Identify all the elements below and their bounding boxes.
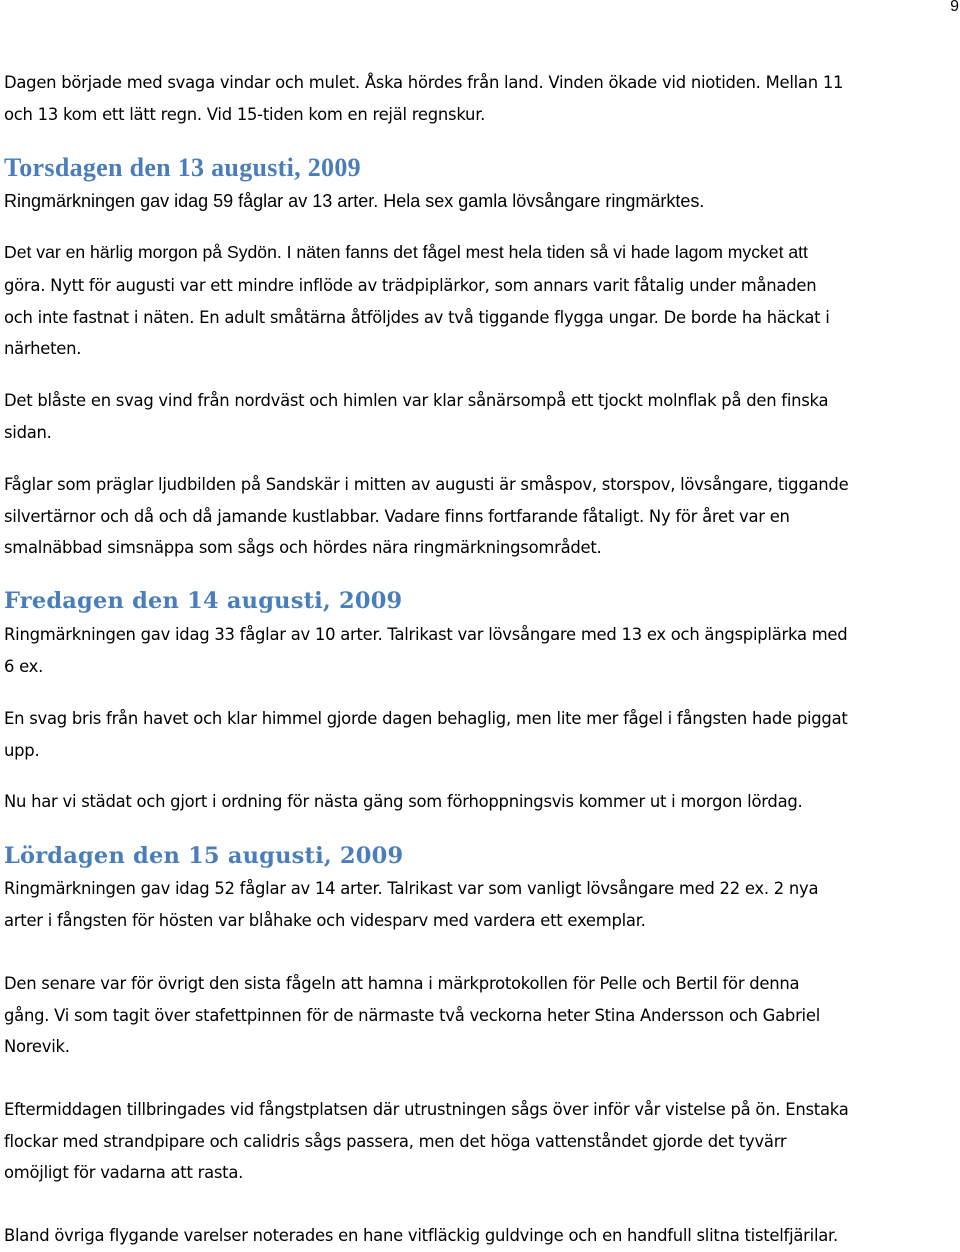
paragraph-weather-intro — [4, 67, 843, 130]
text-line: Nu har vi städat och gjort i ordning för nästa gäng som förhoppningsvis kommer ut i morgon lördag. — [4, 792, 803, 811]
paragraph-morning-sydon — [4, 237, 808, 269]
text-line: gång. Vi som tagit över stafettpinnen för de närmaste två veckorna heter Stina Andersson och Gabriel — [4, 1005, 820, 1025]
text-line: Norevik. — [4, 1037, 70, 1057]
text-line: silvertärnor och då och då jamande kustlabbar. Vadare finns fortfarande fåtaligt. Ny för året var en — [4, 506, 790, 526]
text-line: Det blåste en svag vind från nordväst och himlen var klar sånärsompå ett tjockt molnflak på den finska — [4, 391, 829, 410]
paragraph-afternoon — [4, 1094, 849, 1189]
text-line: En svag bris från havet och klar himmel gjorde dagen behaglig, men lite mer fågel i fångsten hade piggat — [4, 709, 848, 728]
paragraph-breeze-friday — [4, 703, 848, 766]
text-line: göra. Nytt för augusti var ett mindre inflöde av trädpiplärkor, som annars varit fåtalig under månaden — [4, 276, 817, 295]
text-line: och 13 kom ett lätt regn. Vid 15-tiden kom en rejäl regnskur. — [4, 104, 486, 124]
paragraph-cleanup-friday — [4, 786, 803, 818]
paragraph-handover — [4, 968, 820, 1063]
text-line: Ringmärkningen gav idag 33 fåglar av 10 arter. Talrikast var lövsångare med 13 ex och ängspiplärka med — [4, 625, 848, 644]
text-line: arter i fångsten för hösten var blåhake och videsparv med vardera ett exemplar. — [4, 910, 646, 930]
text-line: omöjligt för vadarna att rasta. — [4, 1163, 244, 1183]
text-line: Bland övriga flygande varelser noterades en hane vitfläckig guldvinge och en handfull slitna tistelfjärilar. — [4, 1226, 838, 1245]
heading-torsdagen: Torsdagen den 13 augusti, 2009 — [4, 153, 361, 182]
text-line: Den senare var för övrigt den sista fågeln att hamna i märkprotokollen för Pelle och Bertil för denna — [4, 974, 800, 993]
text-line: Eftermiddagen tillbringades vid fångstplatsen där utrustningen sågs över inför vår vistelse på ön. Enstaka — [4, 1100, 849, 1119]
heading-fredagen: Fredagen den 14 augusti, 2009 — [4, 588, 403, 614]
text-line: Ringmärkningen gav idag 52 fåglar av 14 arter. Talrikast var som vanligt lövsångare med 22 ex. 2 nya — [4, 879, 819, 898]
paragraph-soundscape — [4, 469, 848, 564]
text-line: närheten. — [4, 339, 82, 359]
text-line: Fåglar som präglar ljudbilden på Sandskär i mitten av augusti är småspov, storspov, lövsångare, tiggande — [4, 475, 849, 494]
paragraph-butterflies — [4, 1220, 838, 1252]
paragraph-wind-thursday — [4, 385, 828, 448]
paragraph-ringing-saturday — [4, 873, 818, 936]
paragraph-ringing-thursday — [4, 186, 704, 218]
paragraph-august-influx — [4, 270, 830, 365]
text-line: flockar med strandpipare och calidris sågs passera, men det höga vattenståndet gjorde det tyvärr — [4, 1131, 787, 1151]
text-line: Ringmärkningen gav idag 59 fåglar av 13 arter. Hela sex gamla lövsångare ringmärktes. — [4, 191, 705, 211]
text-line: upp. — [4, 740, 40, 760]
heading-lordagen: Lördagen den 15 augusti, 2009 — [4, 843, 404, 869]
paragraph-ringing-friday — [4, 619, 847, 682]
text-line: sidan. — [4, 422, 52, 442]
text-line: smalnäbbad simsnäppa som sågs och hördes nära ringmärkningsområdet. — [4, 538, 602, 558]
text-line: Det var en härlig morgon på Sydön. I näten fanns det fågel mest hela tiden så vi hade lagom mycket att — [4, 242, 808, 262]
text-line: 6 ex. — [4, 656, 44, 676]
page-number: 9 — [950, 0, 959, 15]
text-line: Dagen började med svaga vindar och mulet. Åska hördes från land. Vinden ökade vid niotiden. Mellan 11 — [4, 73, 844, 92]
text-line: och inte fastnat i näten. En adult småtärna åtföljdes av två tiggande flygga ungar. De borde ha häckat i — [4, 307, 830, 327]
